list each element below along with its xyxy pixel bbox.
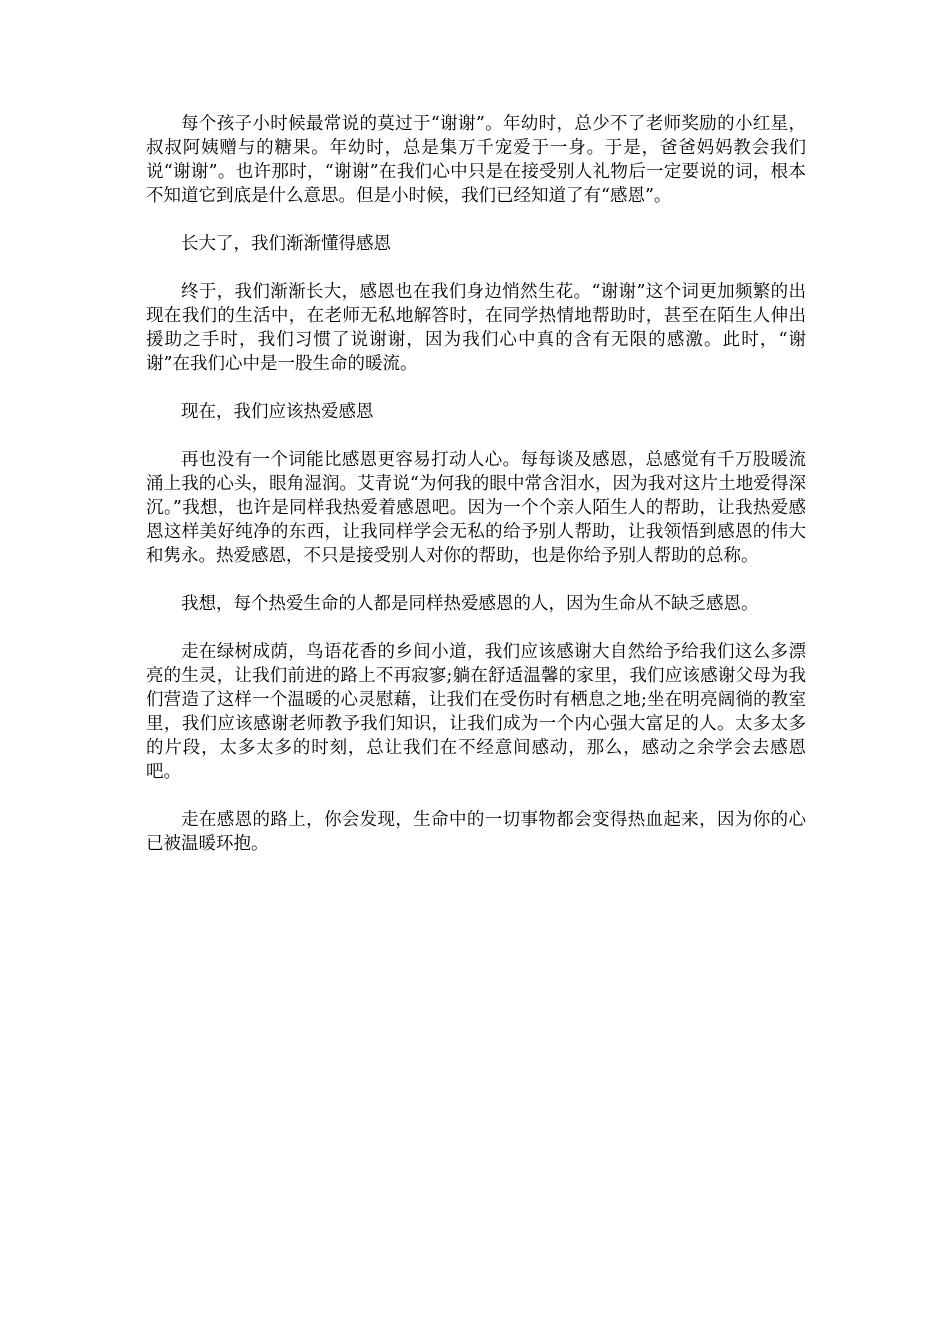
section-heading-growing-up: 长大了，我们渐渐懂得感恩	[181, 234, 391, 254]
paragraph-childhood-thanks: 每个孩子小时候最常说的莫过于“谢谢”。年幼时，总少不了老师奖励的小红星，叔叔阿姨赠与的糖果。年幼时，总是集万千宠爱于一身。于是，爸爸妈妈教会我们说“谢谢”。也许那时，“谢谢”在我们心中只是在接受别人礼物后一定要说的词，根本不知道它到底是什么意思。但是小时候，我们已经知道了有“感恩”。	[146, 114, 806, 206]
paragraph-conclusion: 走在感恩的路上，你会发现，生命中的一切事物都会变得热血起来，因为你的心已被温暖环抱。	[146, 810, 806, 854]
document-body	[146, 112, 806, 856]
section-heading-love-gratitude: 现在，我们应该热爱感恩	[181, 402, 374, 422]
paragraph-growing-up: 终于，我们渐渐长大，感恩也在我们身边悄然生花。“谢谢”这个词更加频繁的出现在我们的生活中，在老师无私地解答时，在同学热情地帮助时，甚至在陌生人伸出援助之手时，我们习惯了说谢谢，因为我们心中真的含有无限的感激。此时，“谢谢”在我们心中是一股生命的暖流。	[146, 282, 806, 374]
paragraph-life-gratitude: 我想，每个热爱生命的人都是同样热爱感恩的人，因为生命从不缺乏感恩。	[181, 594, 759, 614]
paragraph-love-gratitude: 再也没有一个词能比感恩更容易打动人心。每每谈及感恩，总感觉有千万股暖流涌上我的心头，眼角湿润。艾青说“为何我的眼中常含泪水，因为我对这片土地爱得深沉。”我想，也许是同样我热爱着感恩吧。因为一个个亲人陌生人的帮助，让我热爱感恩这样美好纯净的东西，让我同样学会无私的给予别人帮助，让我领悟到感恩的伟大和隽永。热爱感恩，不只是接受别人对你的帮助，也是你给予别人帮助的总称。	[146, 450, 806, 566]
paragraph-nature-parents-teachers: 走在绿树成荫，鸟语花香的乡间小道，我们应该感谢大自然给予给我们这么多漂亮的生灵，让我们前进的路上不再寂寥;躺在舒适温馨的家里，我们应该感谢父母为我们营造了这样一个温暖的心灵慰藉，让我们在受伤时有栖息之地;坐在明亮阔徜的教室里，我们应该感谢老师教予我们知识，让我们成为一个内心强大富足的人。太多太多的片段，太多太多的时刻，总让我们在不经意间感动，那么，感动之余学会去感恩吧。	[146, 642, 806, 782]
